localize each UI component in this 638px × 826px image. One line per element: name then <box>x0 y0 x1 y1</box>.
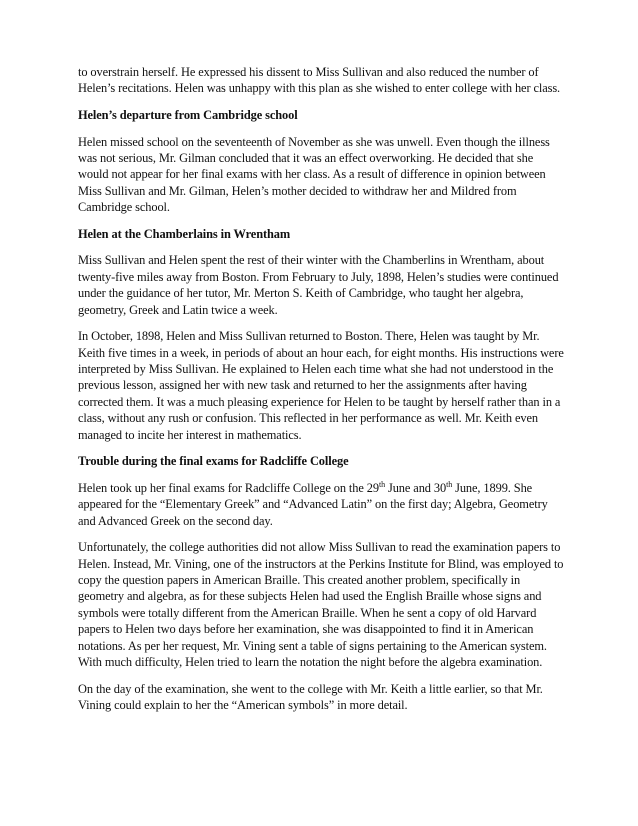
paragraph-continuation: to overstrain herself. He expressed his dissent to Miss Sullivan and also reduced the number of Helen’s recitations. Helen was unhappy with this plan as she wished to enter college with her class. <box>78 65 561 96</box>
paragraph-boston-tutoring: In October, 1898, Helen and Miss Sullivan returned to Boston. There, Helen was taught by Mr. Keith five times in a week, in periods of about an hour each, for eight months. His instructions were interpreted by Miss Sullivan. He explained to Helen each time what she had not understood in the previous lesson, assigned her with new task and returned to her the assignments after having corrected them. It was a much pleasing experience for Helen to be taught by herself rather than in a class, without any rush or confusion. This reflected in her performance as well. Mr. Keith even managed to incite her interest in mathematics. <box>78 329 564 442</box>
paragraph-wrentham: Miss Sullivan and Helen spent the rest of their winter with the Chamberlins in Wrentham, about twenty-five miles away from Boston. From February to July, 1898, Helen’s studies were continued under the guidance of her tutor, Mr. Merton S. Keith of Cambridge, who taught her algebra, geometry, Greek and Latin twice a week. <box>78 253 559 317</box>
section-heading-final-exams: Trouble during the final exams for Radcliffe College <box>78 454 349 469</box>
exam-dates-text-1: Helen took up her final exams for Radcliffe College on the 29 <box>78 480 379 495</box>
section-heading-chamberlains: Helen at the Chamberlains in Wrentham <box>78 226 291 241</box>
exam-dates-text-2: June and 30 <box>384 480 447 495</box>
paragraph-departure: Helen missed school on the seventeenth of November as she was unwell. Even though the illness was not serious, Mr. Gilman concluded that it was an effect overworking. He decided that she would not appear for her final exams with her class. As a result of difference in opinion between Miss Sullivan and Mr. Gilman, Helen’s mother decided to withdraw her and Mildred from Cambridge school. <box>78 134 550 215</box>
section-heading-departure: Helen’s departure from Cambridge school <box>78 108 298 122</box>
ordinal-suffix-1: th <box>378 479 385 489</box>
paragraph-exam-day: On the day of the examination, she went to the college with Mr. Keith a little earlier, so that Mr. Vining could explain to her the “American symbols” in more detail. <box>78 681 543 713</box>
exam-dates-text-3: June, 1899. She appeared for the “Elementary Greek” and “Advanced Latin” on the first day; Algebra, Geometry and Advanced Greek on the second day. <box>78 480 548 528</box>
paragraph-exam-dates <box>78 480 566 529</box>
ordinal-suffix-2: th <box>446 479 453 489</box>
document-page <box>78 64 566 724</box>
paragraph-braille-problem: Unfortunately, the college authorities did not allow Miss Sullivan to read the examination papers to Helen. Instead, Mr. Vining, one of the instructors at the Perkins Institute for Blind, was employed to copy the question papers in American Braille. This created another problem, specifically in geometry and algebra, as for these subjects Helen had used the English Braille whose signs and symbols were totally different from the American Braille. When he sent a copy of old Harvard papers to Helen two days before her examination, she was disappointed to find it in American notations. As per her request, Mr. Vining sent a table of signs pertaining to the American system. With much difficulty, Helen tried to learn the notation the night before the algebra examination. <box>78 540 564 670</box>
